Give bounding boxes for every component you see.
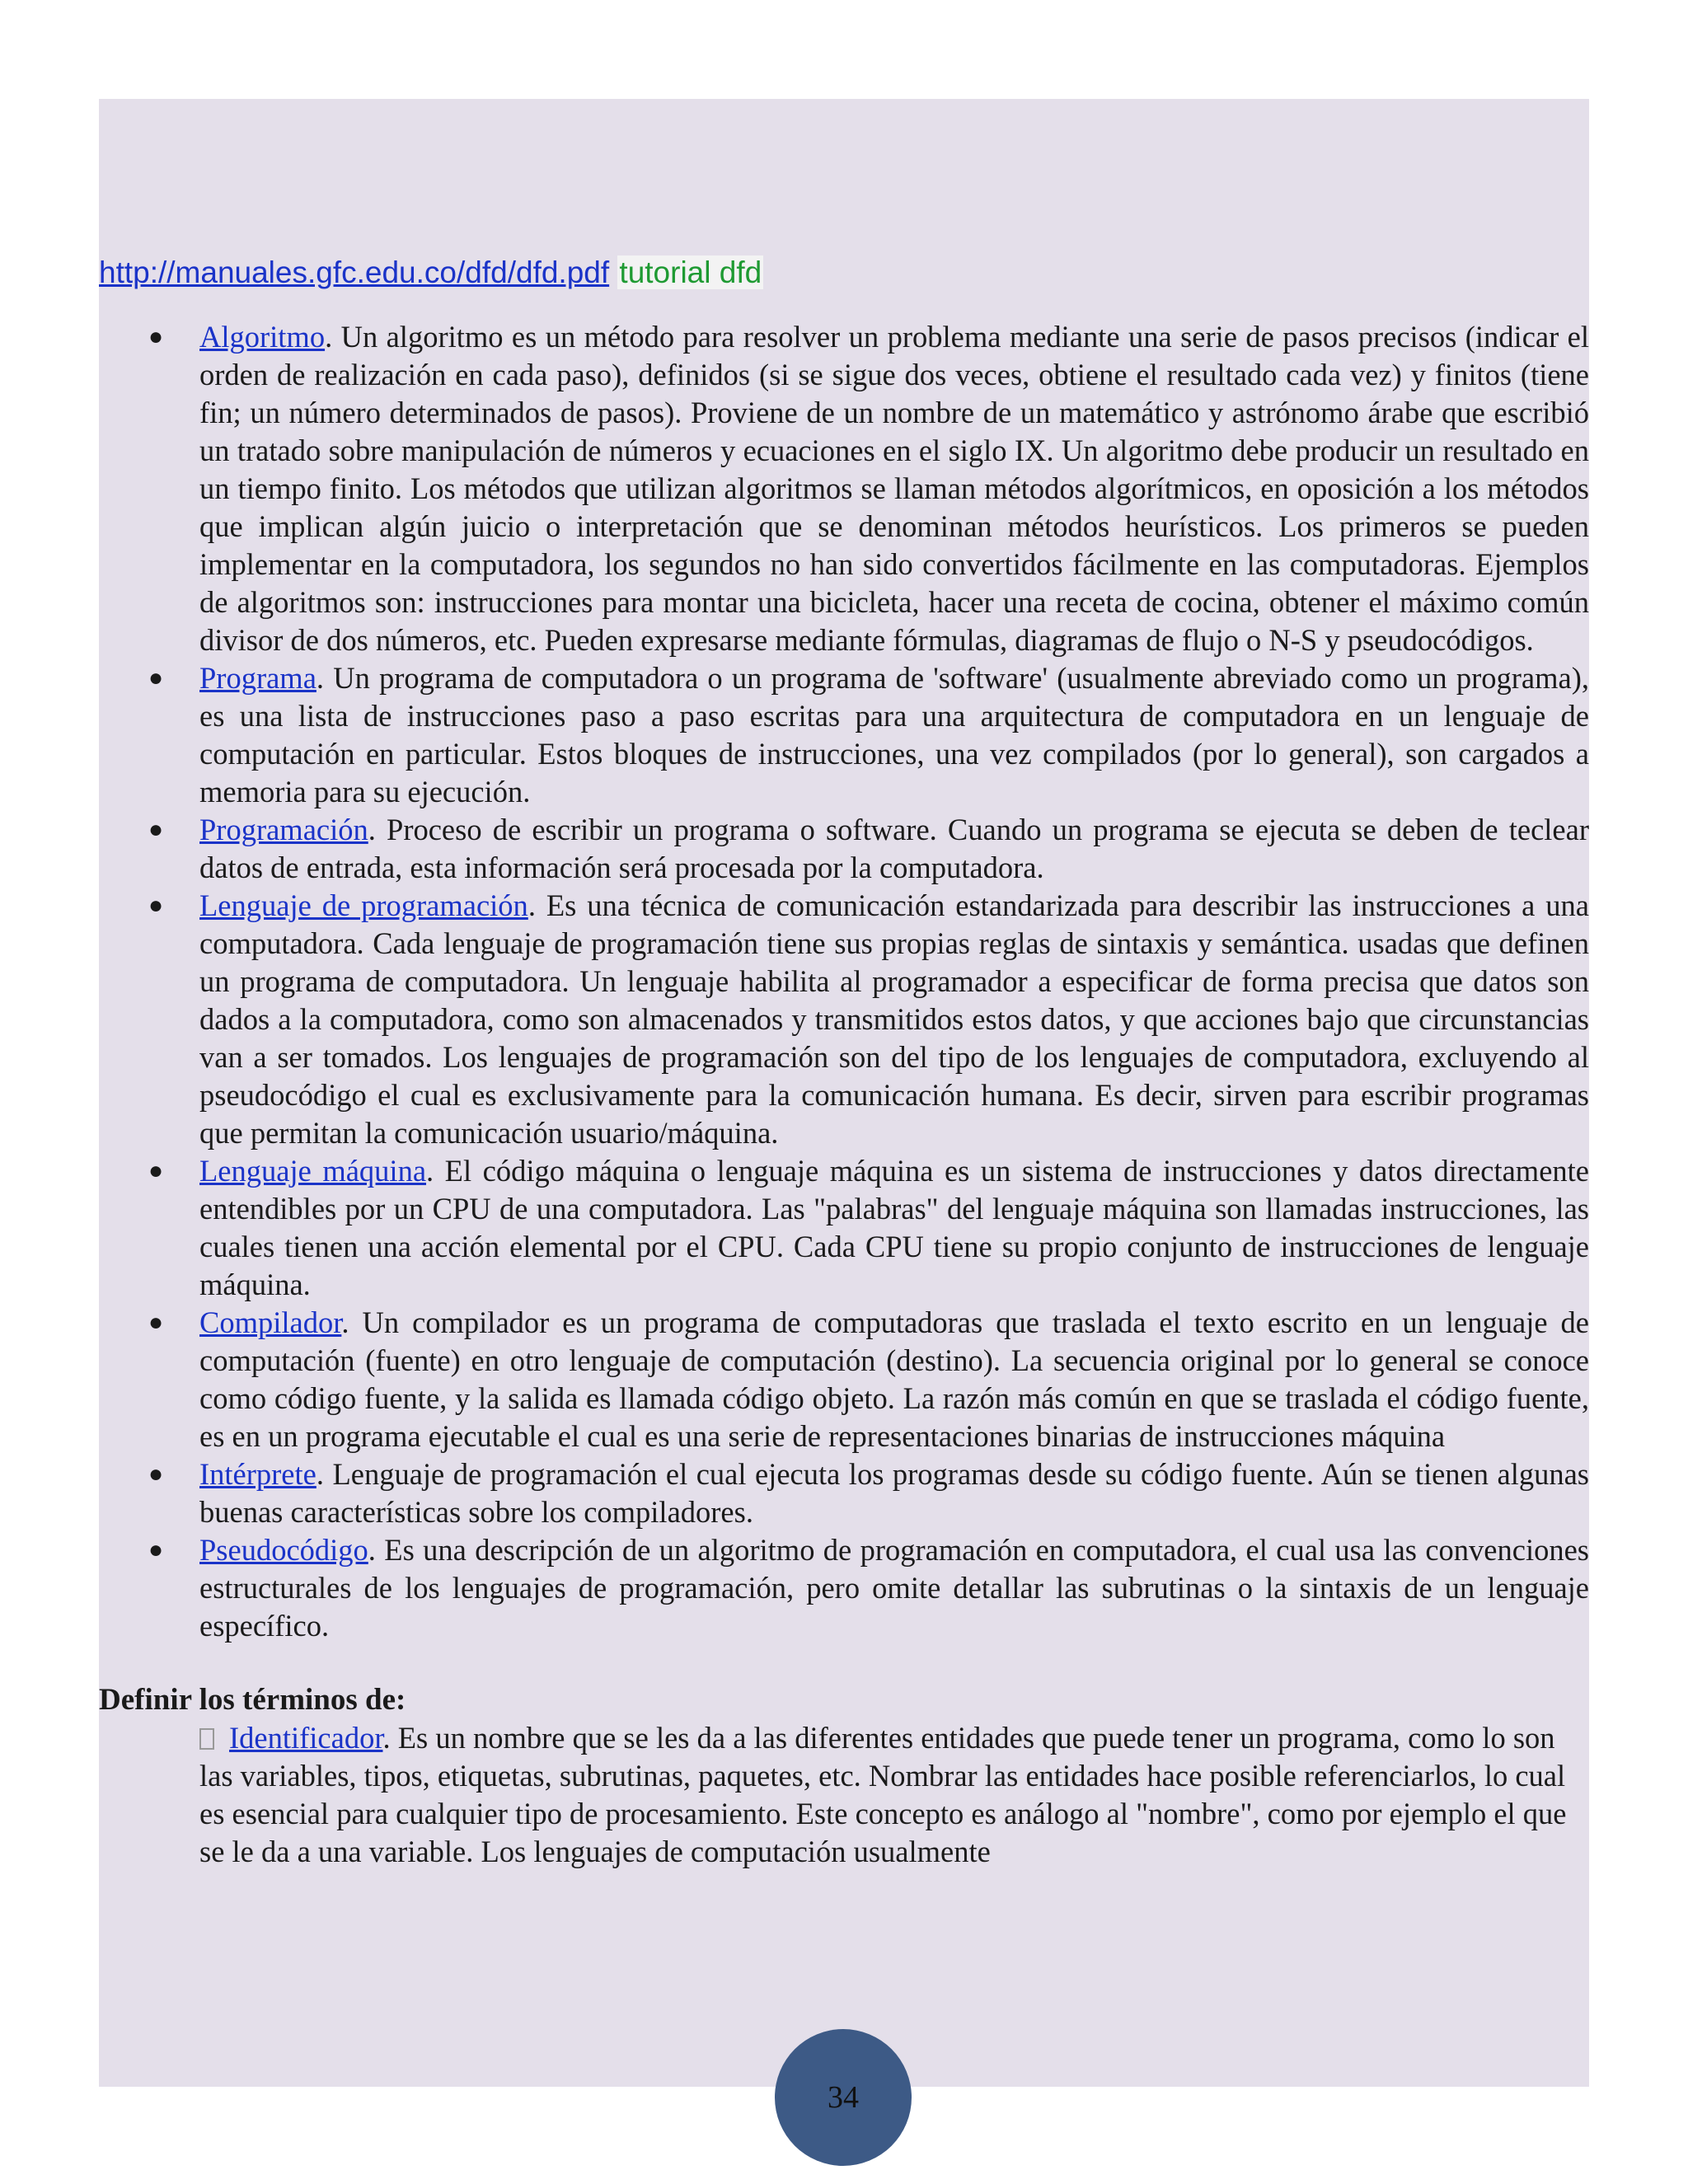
definition-text: . Es una técnica de comunicación estandarizada para describir las instrucciones a una computadora. Cada lenguaje de programación tiene sus propias reglas de sintaxis y semántica. usadas que definen un programa de computadora. Un lenguaje habilita al programador a especificar de forma precisa que datos son dados a la computadora, como son almacenados y transmitidos estos datos, y que acciones bajo que circunstancias van a ser tomados. Los lenguajes de programación son del tipo de los lenguajes de computadora, excluyendo al pseudocódigo el cual es exclusivamente para la comunicación humana. Es decir, sirven para escribir programas que permitan la comunicación usuario/máquina. [199, 888, 1589, 1150]
definition-item [99, 1531, 1589, 1645]
term-link-algoritmo[interactable]: Algoritmo [199, 320, 326, 354]
bullet-icon: ● [148, 816, 164, 843]
bullet-icon: ● [148, 664, 164, 691]
definition-text: . El código máquina o lenguaje máquina es un sistema de instrucciones y datos directamente entendibles por un CPU de una computadora. Las "palabras" del lenguaje máquina son llamadas instrucciones, las cuales tienen una acción elemental por el CPU. Cada CPU tiene su propio conjunto de instrucciones de lenguaje máquina. [199, 1154, 1589, 1301]
checkbox-glyph-icon [199, 1728, 214, 1750]
term-link-interprete[interactable]: Intérprete [199, 1457, 316, 1491]
identificador-text: . Es un nombre que se les da a las diferentes entidades que puede tener un programa, como lo son las variables, tipos, etiquetas, subrutinas, paquetes, etc. Nombrar las entidades hace posible referenciarlos, lo cual es esencial para cualquier tipo de procesamiento. Este concepto es análogo al "nombre", como por ejemplo el que se le da a una variable. Los lenguajes de computación usualmente [199, 1721, 1567, 1868]
bullet-icon: ● [148, 1460, 164, 1488]
definition-text: . Es una descripción de un algoritmo de programación en computadora, el cual usa las convenciones estructurales de los lenguajes de programación, pero omite detallar las subrutinas o la sintaxis de un lenguaje específico. [199, 1533, 1589, 1643]
term-link-programa[interactable]: Programa [199, 661, 316, 695]
page-number: 34 [828, 2080, 859, 2115]
definition-item [99, 318, 1589, 659]
definitions-list [99, 318, 1589, 1645]
definition-item [99, 811, 1589, 887]
identificador-item [99, 1719, 1589, 1871]
term-link-compilador[interactable]: Compilador [199, 1305, 342, 1339]
definition-item [99, 1152, 1589, 1304]
tutorial-label: tutorial dfd [619, 255, 762, 289]
bullet-icon: ● [148, 1309, 164, 1336]
bullet-icon: ● [148, 1157, 164, 1184]
bullet-icon: ● [148, 892, 164, 919]
term-link-programacion[interactable]: Programación [199, 813, 368, 846]
term-link-lenguaje-de-programacion[interactable]: Lenguaje de programación [199, 888, 528, 922]
page-content [99, 252, 1589, 1871]
definition-text: . Un programa de computadora o un programa de 'software' (usualmente abreviado como un programa), es una lista de instrucciones paso a paso escritas para una arquitectura de computadora en un lenguaje de computación en particular. Estos bloques de instrucciones, una vez compilados (por lo general), son cargados a memoria para su ejecución. [199, 661, 1589, 808]
section-heading: Definir los términos de: [99, 1683, 406, 1717]
definition-text: . Lenguaje de programación el cual ejecuta los programas desde su código fuente. Aún se tienen algunas buenas características sobre los compiladores. [199, 1457, 1589, 1529]
page-number-badge [775, 2029, 912, 2166]
definition-item [99, 887, 1589, 1152]
bullet-icon: ● [148, 1536, 164, 1563]
manual-link[interactable]: http://manuales.gfc.edu.co/dfd/dfd.pdf [99, 255, 610, 289]
reference-line [99, 252, 1589, 293]
term-link-identificador[interactable]: Identificador [229, 1721, 383, 1755]
term-link-lenguaje-maquina[interactable]: Lenguaje máquina [199, 1154, 427, 1188]
term-link-pseudocodigo[interactable]: Pseudocódigo [199, 1533, 368, 1567]
definition-item [99, 1304, 1589, 1455]
definition-item [99, 1455, 1589, 1531]
definition-item [99, 659, 1589, 811]
definition-text: . Proceso de escribir un programa o software. Cuando un programa se ejecuta se deben de teclear datos de entrada, esta información será procesada por la computadora. [199, 813, 1589, 884]
definition-text: . Un compilador es un programa de computadoras que traslada el texto escrito en un lenguaje de computación (fuente) en otro lenguaje de computación (destino). La secuencia original por lo general se conoce como código fuente, y la salida es llamada código objeto. La razón más común en que se traslada el código fuente, es en un programa ejecutable el cual es una serie de representaciones binarias de instrucciones máquina [199, 1305, 1589, 1453]
definition-text: . Un algoritmo es un método para resolver un problema mediante una serie de pasos precisos (indicar el orden de realización en cada paso), definidos (si se sigue dos veces, obtiene el resultado cada vez) y finitos (tiene fin; un número determinados de pasos). Proviene de un nombre de un matemático y astrónomo árabe que escribió un tratado sobre manipulación de números y ecuaciones en el siglo IX. Un algoritmo debe producir un resultado en un tiempo finito. Los métodos que utilizan algoritmos se llaman métodos algorítmicos, en oposición a los métodos que implican algún juicio o interpretación que se denominan métodos heurísticos. Los primeros se pueden implementar en la computadora, los segundos no han sido convertidos fácilmente en las computadoras. Ejemplos de algoritmos son: instrucciones para montar una bicicleta, hacer una receta de cocina, obtener el máximo común divisor de dos números, etc. Pueden expresarse mediante fórmulas, diagramas de flujo o N-S y pseudocódigos. [199, 320, 1589, 657]
bullet-icon: ● [148, 323, 164, 350]
